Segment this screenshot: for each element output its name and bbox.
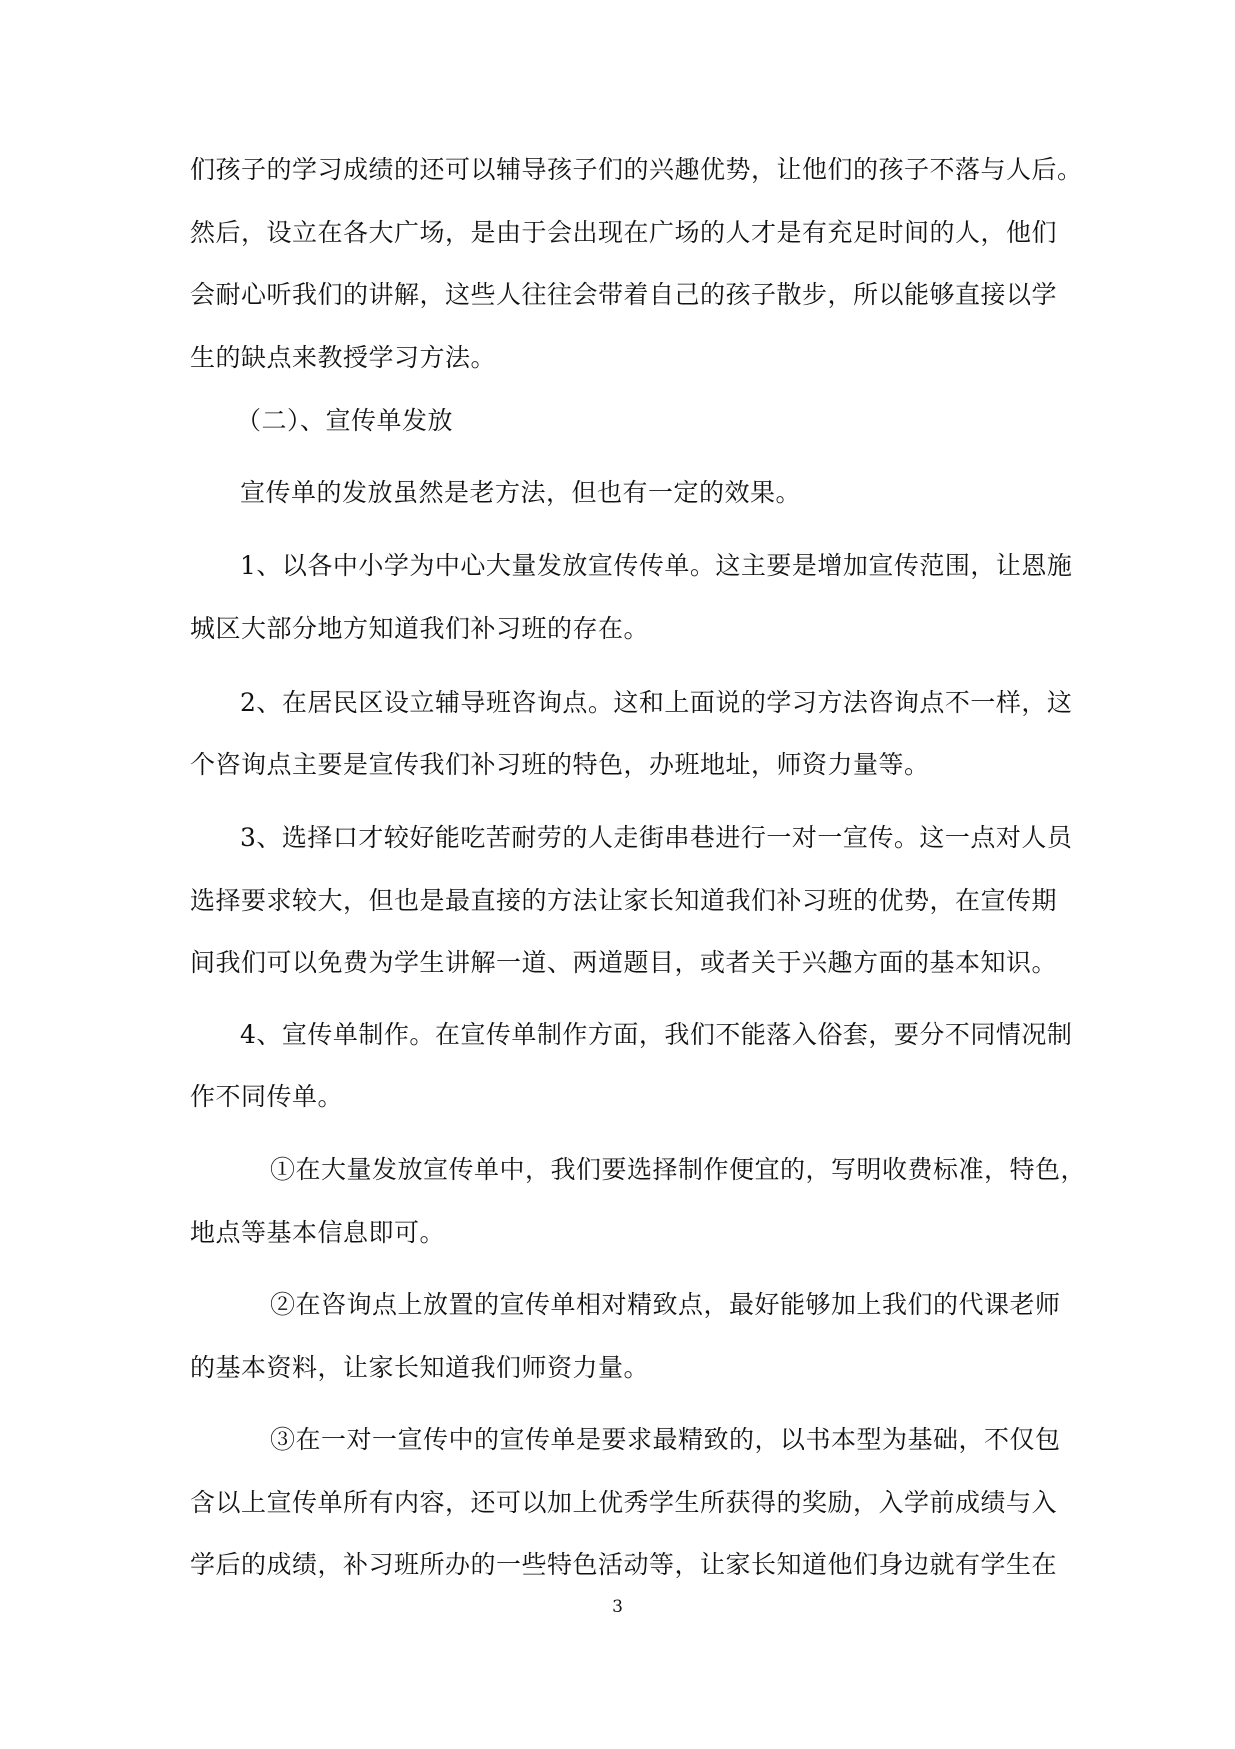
sub-item-2: ②在咨询点上放置的宣传单相对精致点，最好能够加上我们的代课老师 bbox=[270, 1290, 1061, 1319]
list-item-4: 4、宣传单制作。在宣传单制作方面，我们不能落入俗套，要分不同情况制 bbox=[240, 1020, 1073, 1049]
text-line: 宣传单的发放虽然是老方法，但也有一定的效果。 bbox=[240, 478, 802, 507]
text-line: 们孩子的学习成绩的还可以辅导孩子们的兴趣优势，让他们的孩子不落与人后。 bbox=[190, 155, 1083, 184]
text-line: 城区大部分地方知道我们补习班的存在。 bbox=[190, 614, 650, 643]
list-item-3: 3、选择口才较好能吃苦耐劳的人走街串巷进行一对一宣传。这一点对人员 bbox=[240, 823, 1073, 852]
text-line: 学后的成绩，补习班所办的一些特色活动等，让家长知道他们身边就有学生在 bbox=[190, 1550, 1058, 1579]
list-item-2: 2、在居民区设立辅导班咨询点。这和上面说的学习方法咨询点不一样，这 bbox=[240, 688, 1073, 717]
sub-item-3: ③在一对一宣传中的宣传单是要求最精致的，以书本型为基础，不仅包 bbox=[270, 1425, 1061, 1454]
page-number: 3 bbox=[612, 1597, 623, 1617]
text-line: 会耐心听我们的讲解，这些人往往会带着自己的孩子散步，所以能够直接以学 bbox=[190, 280, 1058, 309]
text-line: 作不同传单。 bbox=[190, 1082, 344, 1111]
text-line: 然后，设立在各大广场，是由于会出现在广场的人才是有充足时间的人，他们 bbox=[190, 218, 1058, 247]
text-line: 选择要求较大，但也是最直接的方法让家长知道我们补习班的优势，在宣传期 bbox=[190, 886, 1058, 915]
text-line: 生的缺点来教授学习方法。 bbox=[190, 343, 497, 372]
text-line: 个咨询点主要是宣传我们补习班的特色，办班地址，师资力量等。 bbox=[190, 750, 930, 779]
text-line: 的基本资料，让家长知道我们师资力量。 bbox=[190, 1353, 650, 1382]
sub-item-1: ①在大量发放宣传单中，我们要选择制作便宜的，写明收费标准，特色， bbox=[270, 1155, 1087, 1184]
text-line: 间我们可以免费为学生讲解一道、两道题目，或者关于兴趣方面的基本知识。 bbox=[190, 948, 1058, 977]
text-line: 含以上宣传单所有内容，还可以加上优秀学生所获得的奖励，入学前成绩与入 bbox=[190, 1488, 1058, 1517]
text-line: 地点等基本信息即可。 bbox=[190, 1218, 446, 1247]
section-heading: （二）、宣传单发放 bbox=[236, 406, 454, 435]
list-item-1: 1、以各中小学为中心大量发放宣传传单。这主要是增加宣传范围，让恩施 bbox=[240, 551, 1073, 580]
